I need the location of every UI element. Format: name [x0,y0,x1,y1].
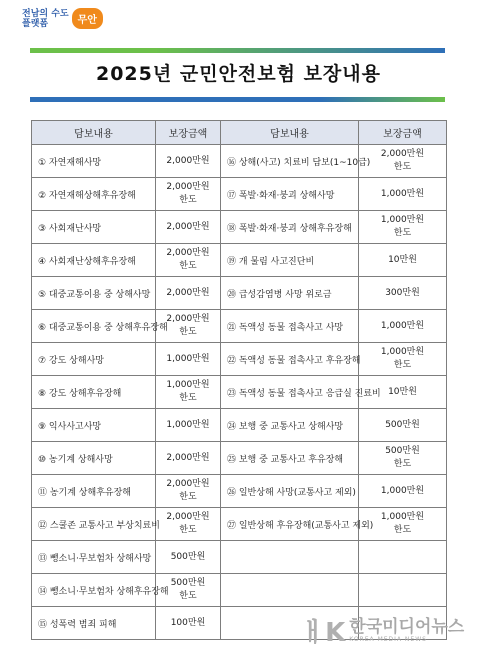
coverage-right-cell: ㉗ 일반상해 후유장해(교통사고 제외) [221,508,359,541]
amount-left-cell: 2,000만원 한도 [156,508,221,541]
amount-right-cell: 1,000만원 한도 [359,343,447,376]
coverage-right-cell: ㉔ 보행 중 교통사고 상해사망 [221,409,359,442]
header-amount-right: 보장금액 [359,121,447,145]
coverage-left-cell: ⑩ 농기계 상해사망 [32,442,156,475]
coverage-left-cell: ③ 사회재난사망 [32,211,156,244]
coverage-left-cell: ① 자연재해사망 [32,145,156,178]
coverage-right-cell: ⑳ 급성감염병 사망 위로금 [221,277,359,310]
amount-right-cell: 2,000만원 한도 [359,145,447,178]
coverage-left-cell: ② 자연재해상해후유장해 [32,178,156,211]
coverage-left-cell: ⑨ 익사사고사망 [32,409,156,442]
amount-right-cell: 10만원 [359,376,447,409]
coverage-right-cell: ⑱ 폭발·화재·붕괴 상해후유장해 [221,211,359,244]
table-row [32,244,447,277]
amount-left-cell: 2,000만원 [156,145,221,178]
table-row [32,475,447,508]
coverage-right-cell: ㉓ 독액성 동물 접촉사고 응급실 진료비 [221,376,359,409]
amount-left-cell: 2,000만원 한도 [156,475,221,508]
table-row [32,376,447,409]
amount-right-cell [359,541,447,574]
table-body [32,145,447,640]
title-band-bottom [30,97,445,102]
coverage-right-cell: ㉑ 독액성 동물 접촉사고 사망 [221,310,359,343]
page-title: 2025년 군민안전보험 보장내용 [95,63,381,85]
logo-text [22,9,69,29]
logo [22,8,103,29]
coverage-right-cell: ⑰ 폭발·화재·붕괴 상해사망 [221,178,359,211]
coverage-right-cell [221,541,359,574]
amount-left-cell: 1,000만원 한도 [156,376,221,409]
amount-right-cell: 1,000만원 한도 [359,508,447,541]
amount-left-cell: 2,000만원 [156,277,221,310]
watermark [300,612,464,649]
coverage-left-cell: ⑦ 강도 상해사망 [32,343,156,376]
coverage-left-cell: ⑤ 대중교통이용 중 상해사망 [32,277,156,310]
table-row [32,442,447,475]
amount-right-cell: 500만원 한도 [359,442,447,475]
coverage-left-cell: ⑬ 뺑소니·무보험차 상해사망 [32,541,156,574]
table-row [32,145,447,178]
coverage-left-cell: ⑮ 성폭력 범죄 피해 [32,607,156,640]
coverage-left-cell: ⑥ 대중교통이용 중 상해후유장해 [32,310,156,343]
amount-right-cell: 1,000만원 [359,475,447,508]
amount-left-cell: 1,000만원 [156,343,221,376]
table-header-row [32,121,447,145]
table-row [32,277,447,310]
header-coverage-right: 담보내용 [221,121,359,145]
coverage-right-cell: ⑯ 상해(사고) 치료비 담보(1~10급) [221,145,359,178]
coverage-right-cell: ㉒ 독액성 동물 접촉사고 후유장해 [221,343,359,376]
amount-left-cell: 100만원 [156,607,221,640]
amount-right-cell: 1,000만원 한도 [359,211,447,244]
coverage-left-cell: ④ 사회재난상해후유장해 [32,244,156,277]
amount-left-cell: 2,000만원 한도 [156,310,221,343]
amount-left-cell: 500만원 한도 [156,574,221,607]
amount-left-cell: 2,000만원 한도 [156,178,221,211]
table-row [32,409,447,442]
coverage-right-cell: ⑲ 개 물림 사고진단비 [221,244,359,277]
media-logo-icon: ㅐK [300,618,346,648]
table-row [32,211,447,244]
amount-right-cell: 1,000만원 [359,178,447,211]
watermark-sub: KOREA MEDIA NEWS [349,636,427,643]
amount-right-cell: 10만원 [359,244,447,277]
logo-line1: 전남의 수도 [22,8,69,19]
table-row [32,310,447,343]
amount-left-cell: 2,000만원 [156,211,221,244]
header-amount-left: 보장금액 [156,121,221,145]
coverage-left-cell: ⑧ 강도 상해후유장해 [32,376,156,409]
amount-left-cell: 2,000만원 한도 [156,244,221,277]
logo-line2: 플랫폼 [22,18,49,29]
amount-right-cell: 500만원 [359,409,447,442]
amount-right-cell: 300만원 [359,277,447,310]
table-row [32,343,447,376]
coverage-table [31,120,447,640]
title-band-top [30,48,445,53]
watermark-main: 한국미디어뉴스 [349,617,465,637]
coverage-left-cell: ⑭ 뺑소니·무보험차 상해후유장해 [32,574,156,607]
coverage-right-cell [221,574,359,607]
table-row [32,178,447,211]
header-coverage-left: 담보내용 [32,121,156,145]
table-row [32,508,447,541]
amount-right-cell: 1,000만원 [359,310,447,343]
coverage-right-cell: ㉕ 보행 중 교통사고 후유장해 [221,442,359,475]
amount-right-cell [359,574,447,607]
coverage-left-cell: ⑫ 스쿨존 교통사고 부상치료비 [32,508,156,541]
coverage-left-cell: ⑪ 농기계 상해후유장해 [32,475,156,508]
table-row [32,541,447,574]
table-row [32,574,447,607]
amount-left-cell: 1,000만원 [156,409,221,442]
amount-left-cell: 500만원 [156,541,221,574]
coverage-right-cell: ㉖ 일반상해 사망(교통사고 제외) [221,475,359,508]
amount-left-cell: 2,000만원 [156,442,221,475]
logo-badge: 무안 [72,8,103,29]
